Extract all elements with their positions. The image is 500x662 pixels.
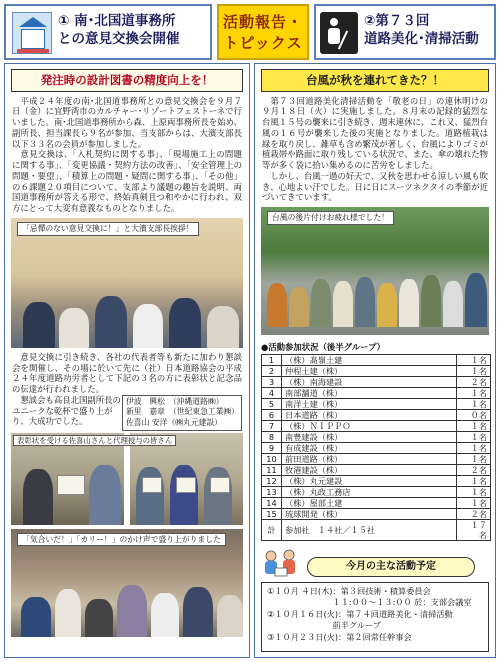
table-row xyxy=(262,409,491,420)
office-logo-icon xyxy=(12,12,52,54)
award-section xyxy=(5,395,249,431)
table-row xyxy=(262,354,491,365)
table-cell-count: １名 xyxy=(457,365,491,376)
table-cell-count: ０名 xyxy=(457,409,491,420)
table-cell-no: 6 xyxy=(262,409,282,420)
table-cell-no: 1 xyxy=(262,354,282,365)
table-row xyxy=(262,376,491,387)
table-cell-name: （株）屋部土建 xyxy=(282,497,457,508)
meeting-photo-caption: 「忌憚のない意見交換に！」と大濱支部長挨拶！ xyxy=(17,222,199,236)
left-section-title: 発注時の設計図書の精度向上を！ xyxy=(11,69,243,92)
table-cell-no: 11 xyxy=(262,464,282,475)
right-paragraph-2: しかし、台風一過の好天で、又秋を思わせる涼しい風も吹き、心地よい汗でした。日に日にスーツネクタイの季節が近づいてきています。 xyxy=(262,170,488,203)
meeting-photo xyxy=(11,218,243,348)
table-cell-name: 仲程土建（株） xyxy=(282,365,457,376)
right-column xyxy=(254,63,496,658)
table-cell-no: 8 xyxy=(262,431,282,442)
topic2-title xyxy=(364,13,479,48)
awardee-item: 佐喜山 安洋（㈱丸元建設） xyxy=(126,418,223,427)
table-cell-count: １名 xyxy=(457,398,491,409)
table-cell-name: （株）ＮＩＰＰＯ xyxy=(282,420,457,431)
table-row xyxy=(262,464,491,475)
table-row xyxy=(262,431,491,442)
table-cell-name: （株）髙嶺土建 xyxy=(282,354,457,365)
participation-table-title: ●活動参加状況（後半グループ） xyxy=(261,342,385,353)
banner-line1: 活動報告・ xyxy=(222,13,303,31)
table-cell-no: 3 xyxy=(262,376,282,387)
table-cell-name: （株）南海建設 xyxy=(282,376,457,387)
awardee-item: 新里 嘉章 （世紀東急工業㈱） xyxy=(126,407,240,417)
table-cell-count: １名 xyxy=(457,387,491,398)
left-paragraph-1: 平成２４年度の南･北国道事務所との意見交換会を９月７日（金）に宜野湾市のカルチャー･リゾートフェストーネで行いました。南･北国道事務所から森、上原両事務所長を始め、副所長、担当課長ら９名が参加、当支部からは、大濱支部長以下３３名の会員が参加しました。 xyxy=(12,95,242,149)
table-row xyxy=(262,508,491,519)
table-cell-name: （株）丸元建設 xyxy=(282,475,457,486)
table-row xyxy=(262,497,491,508)
right-section-title: 台風が秋を連れてきた？！ xyxy=(261,69,489,92)
header-topic2 xyxy=(314,4,496,60)
table-row xyxy=(262,398,491,409)
awardee-item: 伊波 興松 （沖縄道路㈱） xyxy=(126,396,224,406)
table-cell-count: １名 xyxy=(457,354,491,365)
table-cell-no: 2 xyxy=(262,365,282,376)
award-photo-2 xyxy=(130,433,243,525)
table-cell-count: １名 xyxy=(457,420,491,431)
table-row xyxy=(262,475,491,486)
schedule-item: ③１０月２３日(火)：第２回常任幹事会 xyxy=(267,631,412,642)
topic2-title-line2: 道路美化･清掃活動 xyxy=(364,30,479,47)
table-cell-name: 琉球開発（株） xyxy=(282,508,457,519)
table-total-row xyxy=(262,519,491,540)
table-cell-count: １名 xyxy=(457,475,491,486)
table-row xyxy=(262,365,491,376)
table-cell-name: 牧港建設（株） xyxy=(282,464,457,475)
banner-line2: トピックス xyxy=(223,33,303,52)
table-cell-count: １名 xyxy=(457,431,491,442)
table-cell-count: １名 xyxy=(457,497,491,508)
table-total-cell: 参加社 １４社／１５社 xyxy=(282,519,457,540)
table-total-cell: １７ 名 xyxy=(457,519,491,540)
awardee-list xyxy=(122,395,242,431)
left-column xyxy=(4,63,250,658)
table-row xyxy=(262,387,491,398)
table-cell-no: 10 xyxy=(262,453,282,464)
table-cell-count: １名 xyxy=(457,453,491,464)
award-photo-caption: 表彰状を受ける佐喜山さんと代理授与の皆さん xyxy=(13,435,176,446)
table-cell-no: 12 xyxy=(262,475,282,486)
schedule-item: ①１０月 ４日(木)：第３回技術・積算委員会 xyxy=(267,586,431,596)
table-cell-no: 13 xyxy=(262,486,282,497)
party-photo-caption: 「気合いだ！」「カリー！」のかけ声で盛り上がりました xyxy=(17,533,226,547)
table-cell-name: （株）丸政工務店 xyxy=(282,486,457,497)
table-cell-name: 有成建設（株） xyxy=(282,442,457,453)
party-photo xyxy=(11,529,243,637)
table-cell-count: ２名 xyxy=(457,508,491,519)
table-cell-no: 7 xyxy=(262,420,282,431)
header-topic1 xyxy=(4,4,212,60)
topic1-title-line1: ① 南･北国道事務所 xyxy=(58,13,176,29)
table-cell-name: 南洋土建（株） xyxy=(282,398,457,409)
table-cell-no: 15 xyxy=(262,508,282,519)
left-paragraph-4: 懇談会も高良北国副所長のユニークな乾杯で盛り上がり、大成功でした。 xyxy=(12,394,121,427)
award-photos xyxy=(11,433,243,525)
table-row xyxy=(262,453,491,464)
schedule-item: ②１０月１６日(火)：第７４回道路美化・清掃活動 xyxy=(267,608,453,619)
table-cell-no: 9 xyxy=(262,442,282,453)
table-cell-no: 5 xyxy=(262,398,282,409)
table-row xyxy=(262,420,491,431)
right-paragraph-1: 第７３回道路美化清掃活動を「敬老の日」の連休明けの９月１８日（火）に実施しました。８月末の記録的猛烈な台風１５号の襲来に引き続き、週末連休に、これ又、猛烈台風の１６号が襲来した後の実施となりました。道路植栽は緑を取り戻し、雑草も含め繁茂が著しく、台風によりゴミが植栽帯や路面に取り残している状況で、また、傘の壊れた物等が多く袋に拾い集めるのに苦労をしました。 xyxy=(262,95,488,171)
table-cell-count: ２名 xyxy=(457,376,491,387)
award-photo-1 xyxy=(11,433,173,525)
participation-table xyxy=(261,354,491,541)
table-cell-no: 4 xyxy=(262,387,282,398)
schedule-item: 前半グループ xyxy=(267,620,381,631)
table-cell-name: 前田道路（株） xyxy=(282,453,457,464)
table-cell-name: 日本道路（株） xyxy=(282,409,457,420)
header xyxy=(4,4,496,60)
table-total-cell: 計 xyxy=(262,519,282,540)
table-cell-no: 14 xyxy=(262,497,282,508)
table-cell-name: 南部舗道（株） xyxy=(282,387,457,398)
table-cell-count: ２名 xyxy=(457,464,491,475)
left-paragraph-3: 意見交換に引き続き、各社の代表者等も新たに加わり懇談会を開催し、その場に於いて先に（社）日本道路協会の平成２４年度道路功労者として下記の３名の方に表彰状と記念品の伝達が行われました。 xyxy=(12,351,242,395)
cleanup-group-photo xyxy=(261,207,489,335)
table-row xyxy=(262,442,491,453)
left-paragraph-2: 意見交換は、「入札契約に関する事」、「現場施工上の問題に関する事」、「変更協議・契約方法の改善」、「安全管理上の問題・要望」、「積算上の問題・疑問に関する事」、「その他」の６課題２０項目について、支部より議題の趣旨を説明、両国道事務所が答える形で、終始真剣且つ和やかに行われ、双方にとって大変有意義なものとなりました。 xyxy=(12,149,242,214)
schedule-title: 今月の主な活動予定 xyxy=(307,557,475,577)
cleaning-person-icon xyxy=(320,12,358,54)
schedule-item: １１:００～１３:００ 於：支部会議室 xyxy=(267,597,472,608)
table-cell-count: １名 xyxy=(457,486,491,497)
schedule-people-icon xyxy=(261,546,301,578)
topic1-title xyxy=(58,13,180,48)
topic1-title-line2: との意見交換会開催 xyxy=(58,30,180,47)
topic2-title-line1: ②第７３回 xyxy=(364,13,430,29)
cleanup-photo-caption: 台風の後片付けお疲れ様でした！ xyxy=(267,211,394,225)
table-cell-count: １名 xyxy=(457,442,491,453)
table-row xyxy=(262,486,491,497)
table-cell-name: 南豊建設（株） xyxy=(282,431,457,442)
header-banner xyxy=(217,4,309,60)
schedule-list xyxy=(261,582,489,652)
